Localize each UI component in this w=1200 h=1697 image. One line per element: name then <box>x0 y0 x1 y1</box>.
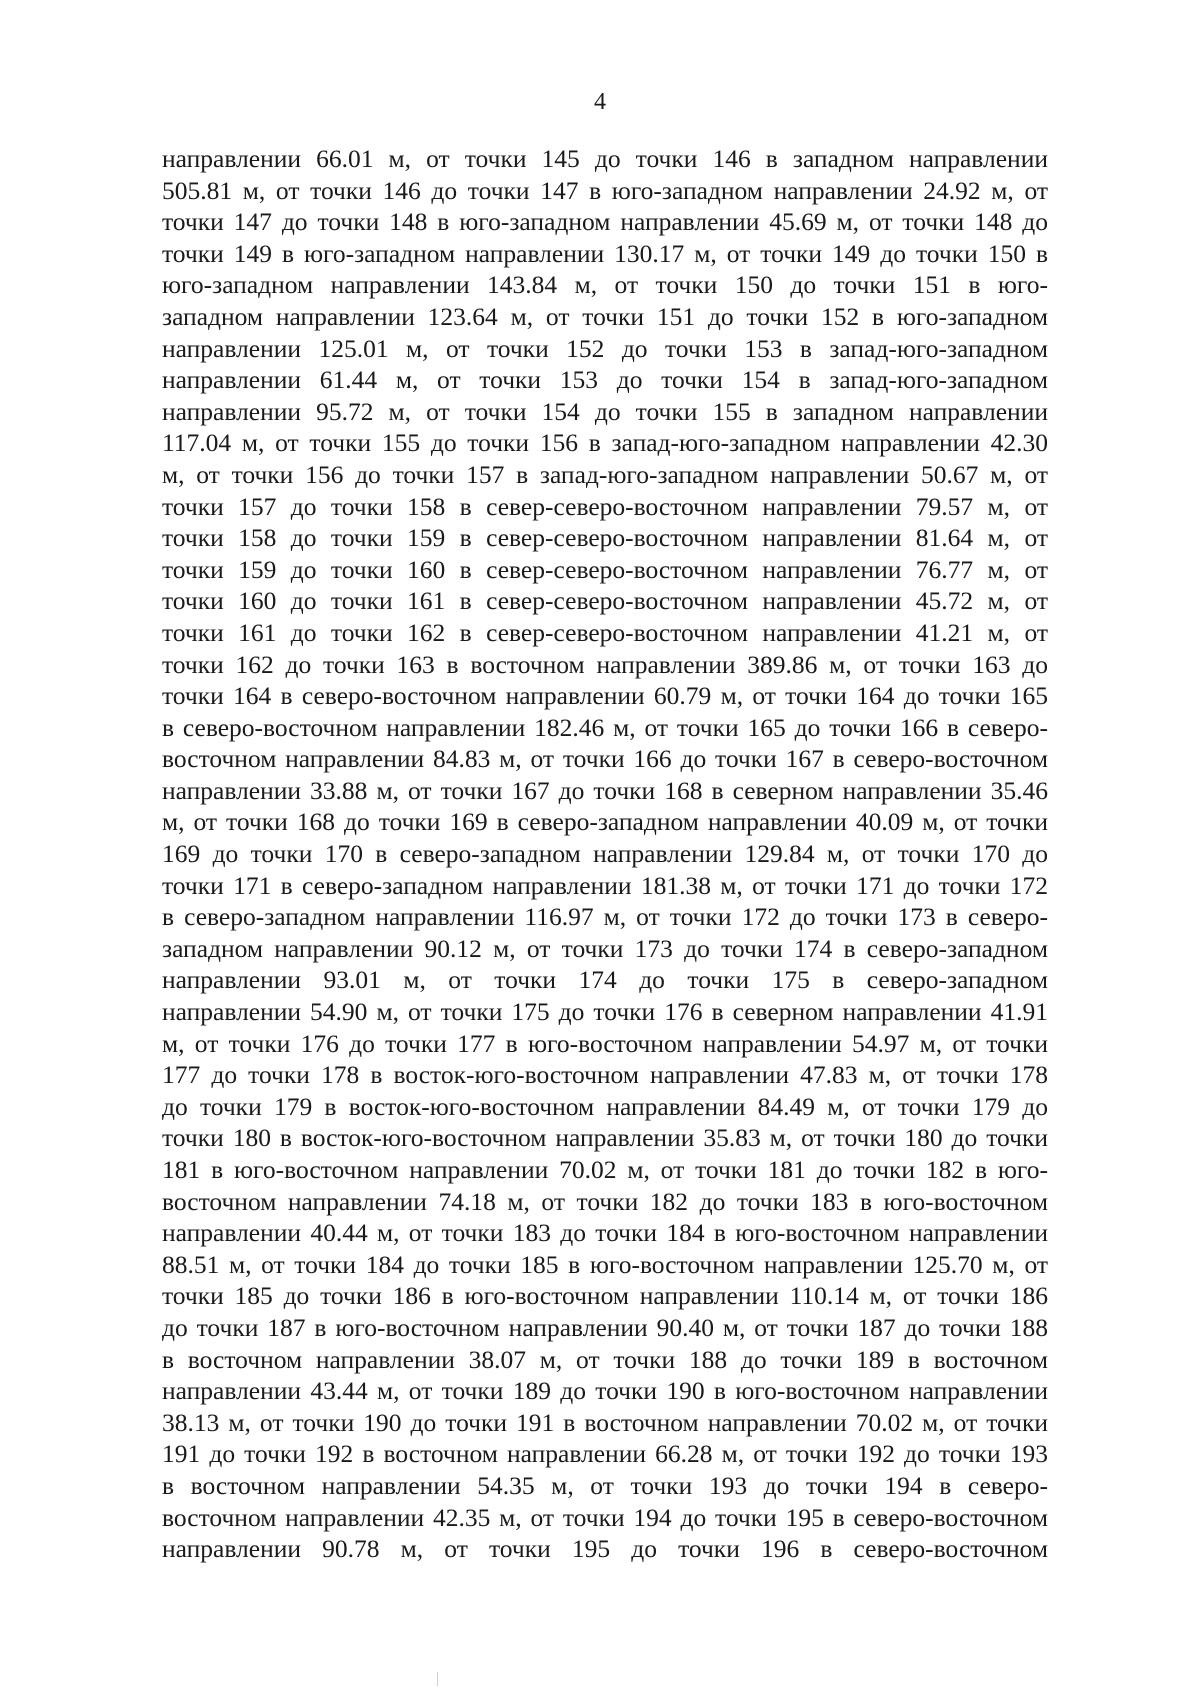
text-line: точки 149 в юго-западном направлении 130.17 м, от точки 149 до точки 150 в <box>162 238 1048 268</box>
text-line: точки 157 до точки 158 в север-северо-восточном направлении 79.57 м, от <box>162 491 1048 521</box>
text-line: юго-западном направлении 143.84 м, от точки 150 до точки 151 в юго- <box>162 270 1048 300</box>
text-line: м, от точки 156 до точки 157 в запад-юго-западном направлении 50.67 м, от <box>162 459 1048 489</box>
text-line: 181 в юго-восточном направлении 70.02 м, от точки 181 до точки 182 в юго- <box>162 1155 1048 1184</box>
text-line: восточном направлении 74.18 м, от точки 182 до точки 183 в юго-восточном <box>162 1186 1048 1216</box>
text-line: направлении 61.44 м, от точки 153 до точки 154 в запад-юго-западном <box>162 365 1048 395</box>
text-line: 169 до точки 170 в северо-западном направлении 129.84 м, от точки 170 до <box>162 839 1048 869</box>
text-line: м, от точки 168 до точки 169 в северо-западном направлении 40.09 м, от точки <box>162 807 1048 837</box>
text-line: направлении 43.44 м, от точки 189 до точки 190 в юго-восточном направлении <box>162 1376 1048 1406</box>
text-line: в северо-западном направлении 116.97 м, от точки 172 до точки 173 в северо- <box>162 902 1048 932</box>
text-line: направлении 33.88 м, от точки 167 до точки 168 в северном направлении 35.46 <box>162 775 1048 805</box>
text-line: направлении 54.90 м, от точки 175 до точки 176 в северном направлении 41.91 <box>162 997 1048 1027</box>
text-line: точки 164 в северо-восточном направлении 60.79 м, от точки 164 до точки 165 <box>162 681 1048 711</box>
text-line: направлении 95.72 м, от точки 154 до точки 155 в западном направлении <box>162 396 1048 426</box>
text-line: в восточном направлении 54.35 м, от точки 193 до точки 194 в северо- <box>162 1470 1048 1500</box>
text-line: восточном направлении 42.35 м, от точки 194 до точки 195 в северо-восточном <box>162 1502 1048 1532</box>
text-line: в восточном направлении 38.07 м, от точки 188 до точки 189 в восточном <box>162 1344 1048 1374</box>
text-line: м, от точки 176 до точки 177 в юго-восточном направлении 54.97 м, от точки <box>162 1028 1048 1058</box>
text-line: точки 162 до точки 163 в восточном направлении 389.86 м, от точки 163 до <box>162 649 1048 679</box>
text-line: в северо-восточном направлении 182.46 м, от точки 165 до точки 166 в северо- <box>162 712 1048 742</box>
text-line: западном направлении 123.64 м, от точки 151 до точки 152 в юго-западном <box>162 301 1048 331</box>
text-line: точки 180 в восток-юго-восточном направлении 35.83 м, от точки 180 до точки <box>162 1123 1048 1153</box>
text-line: направлении 90.78 м, от точки 195 до точки 196 в северо-восточном <box>162 1534 1048 1564</box>
text-line: до точки 187 в юго-восточном направлении 90.40 м, от точки 187 до точки 188 <box>162 1312 1048 1342</box>
text-line: направлении 125.01 м, от точки 152 до точки 153 в запад-юго-западном <box>162 333 1048 363</box>
page-number: 4 <box>594 89 606 115</box>
text-line: западном направлении 90.12 м, от точки 173 до точки 174 в северо-западном <box>162 933 1048 963</box>
body-text <box>162 143 1048 1565</box>
text-line: направлении 66.01 м, от точки 145 до точки 146 в западном направлении <box>162 144 1048 173</box>
text-line: 38.13 м, от точки 190 до точки 191 в восточном направлении 70.02 м, от точки <box>162 1407 1048 1437</box>
text-line: до точки 179 в восток-юго-восточном направлении 84.49 м, от точки 179 до <box>162 1091 1048 1121</box>
text-line: 177 до точки 178 в восток-юго-восточном направлении 47.83 м, от точки 178 <box>162 1060 1048 1090</box>
text-line: точки 158 до точки 159 в север-северо-восточном направлении 81.64 м, от <box>162 523 1048 553</box>
text-line: точки 160 до точки 161 в север-северо-восточном направлении 45.72 м, от <box>162 586 1048 616</box>
text-line: точки 171 в северо-западном направлении 181.38 м, от точки 171 до точки 172 <box>162 870 1048 900</box>
text-line: восточном направлении 84.83 м, от точки 166 до точки 167 в северо-восточном <box>162 744 1048 774</box>
text-line: направлении 93.01 м, от точки 174 до точки 175 в северо-западном <box>162 965 1048 995</box>
text-line: точки 161 до точки 162 в север-северо-восточном направлении 41.21 м, от <box>162 617 1048 647</box>
text-line: 191 до точки 192 в восточном направлении 66.28 м, от точки 192 до точки 193 <box>162 1439 1048 1469</box>
text-line: направлении 40.44 м, от точки 183 до точки 184 в юго-восточном направлении <box>162 1218 1048 1248</box>
text-line: 505.81 м, от точки 146 до точки 147 в юго-западном направлении 24.92 м, от <box>162 175 1048 205</box>
text-line: точки 185 до точки 186 в юго-восточном направлении 110.14 м, от точки 186 <box>162 1281 1048 1311</box>
scan-artifact <box>437 1672 438 1686</box>
text-line: 117.04 м, от точки 155 до точки 156 в запад-юго-западном направлении 42.30 <box>162 428 1048 458</box>
text-line: 88.51 м, от точки 184 до точки 185 в юго-восточном направлении 125.70 м, от <box>162 1249 1048 1279</box>
text-line: точки 159 до точки 160 в север-северо-восточном направлении 76.77 м, от <box>162 554 1048 584</box>
text-line: точки 147 до точки 148 в юго-западном направлении 45.69 м, от точки 148 до <box>162 207 1048 237</box>
